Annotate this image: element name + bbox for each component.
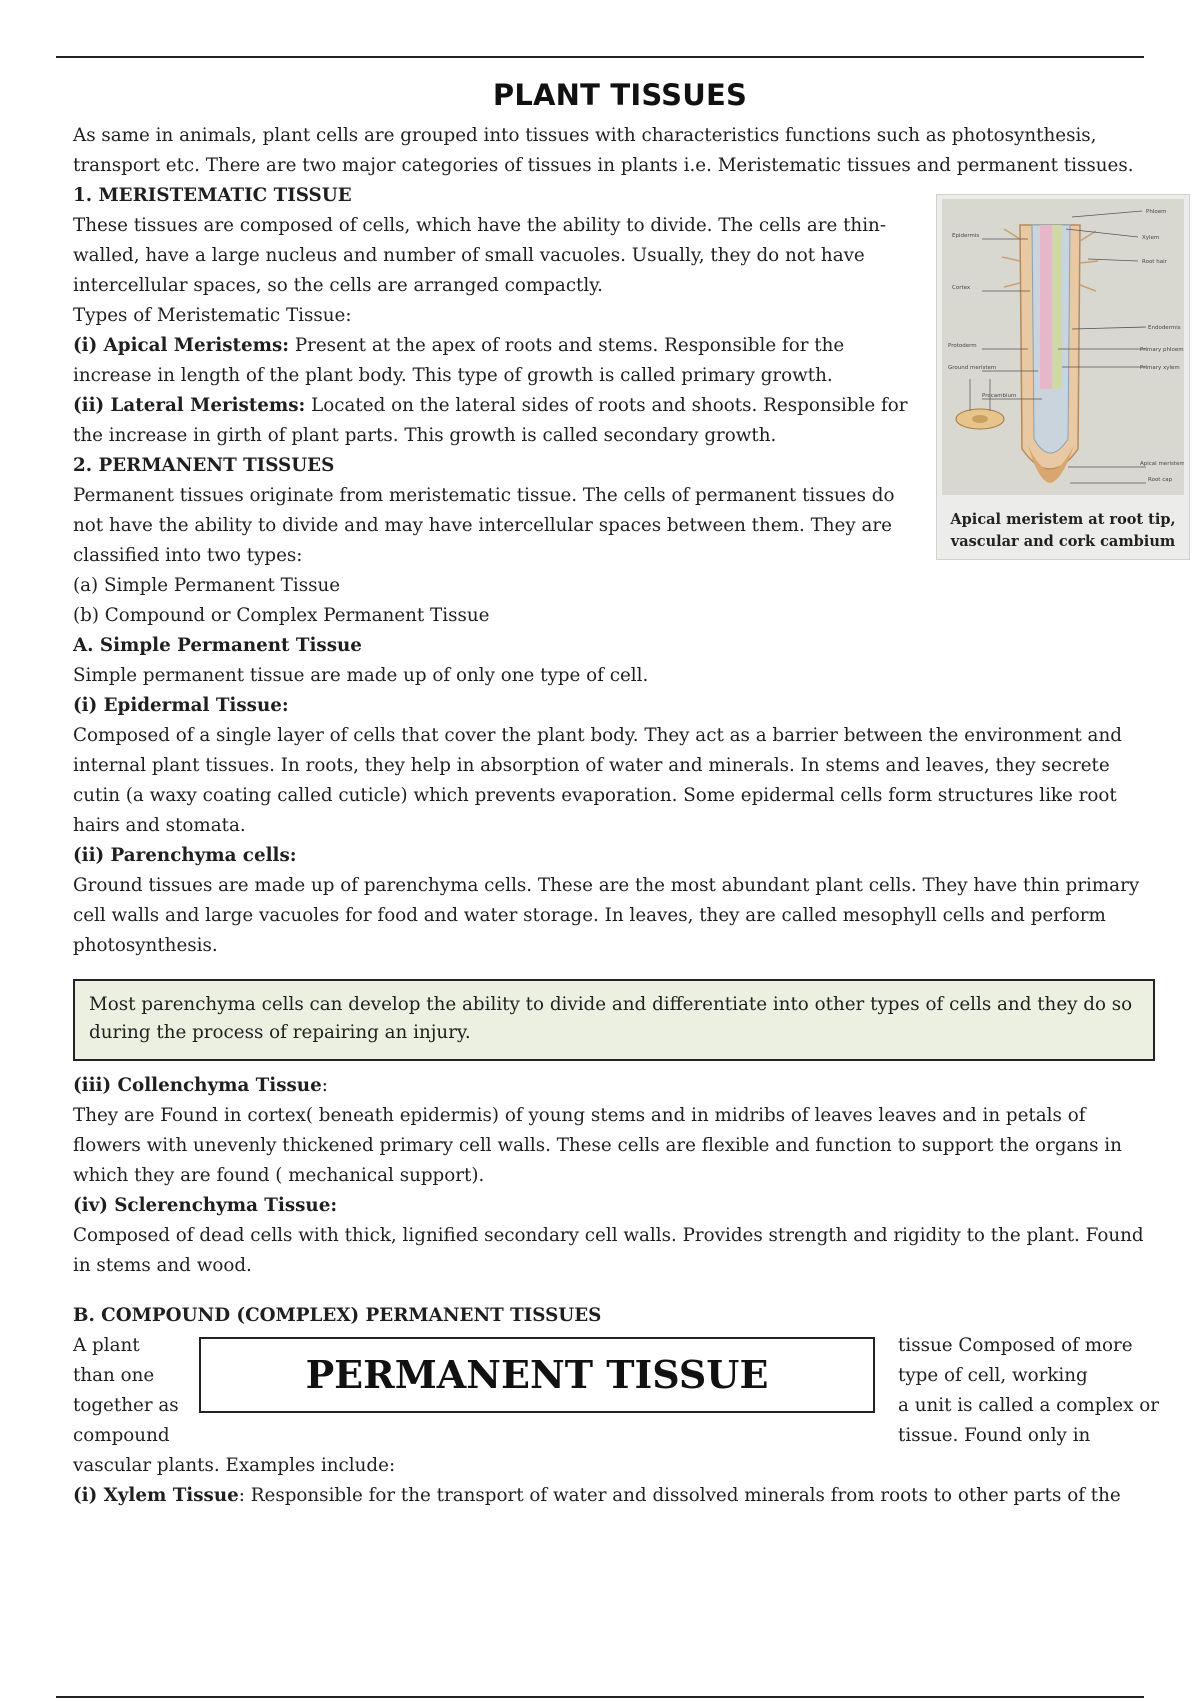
sclerenchyma-heading: (iv) Sclerenchyma Tissue: [73, 1195, 338, 1216]
epidermal-line: cutin (a waxy coating called cuticle) which prevents evaporation. Some epidermal cells form structures like root [73, 785, 1117, 806]
parenchyma-line: photosynthesis. [73, 935, 218, 956]
apical-meristems-label: (i) Apical Meristems: [73, 335, 290, 356]
permanent-line: classified into two types: [73, 545, 303, 566]
compound-after-line: vascular plants. Examples include: [73, 1455, 396, 1476]
permanent-line: Permanent tissues originate from meristematic tissue. The cells of permanent tissues do [73, 485, 895, 506]
compound-right-line: tissue Composed of more [898, 1335, 1133, 1356]
figure-label: Primary xylem [1140, 365, 1180, 371]
figure-label: Protoderm [948, 343, 977, 349]
parenchyma-heading: (ii) Parenchyma cells: [73, 845, 297, 866]
epidermal-line: internal plant tissues. In roots, they help in absorption of water and minerals. In stems and leaves, they secrete [73, 755, 1110, 776]
compound-heading: B. COMPOUND (COMPLEX) PERMANENT TISSUES [73, 1305, 602, 1326]
compound-right-line: type of cell, working [898, 1365, 1088, 1386]
permanent-heading: 2. PERMANENT TISSUES [73, 455, 335, 476]
compound-wrap-row [73, 1331, 1159, 1451]
permanent-tissue-box: PERMANENT TISSUE [199, 1337, 875, 1413]
permanent-type-item: (a) Simple Permanent Tissue [73, 575, 341, 596]
figure-caption [937, 509, 1189, 553]
simple-permanent-intro: Simple permanent tissue are made up of only one type of cell. [73, 665, 649, 686]
apical-meristems-text: Present at the apex of roots and stems. Responsible for the [289, 335, 845, 356]
parenchyma-note-box [73, 979, 1155, 1061]
sclerenchyma-line: in stems and wood. [73, 1255, 252, 1276]
meristematic-section [73, 181, 913, 631]
xylem-text: : Responsible for the transport of water and dissolved minerals from roots to other parts of the [238, 1485, 1121, 1506]
collenchyma-colon: : [321, 1075, 328, 1096]
permanent-line: not have the ability to divide and may have intercellular spaces between them. They are [73, 515, 892, 536]
parenchyma-line: Ground tissues are made up of parenchyma cells. These are the most abundant plant cells. They have thin primary [73, 875, 1140, 896]
apical-meristems-line: increase in length of the plant body. This type of growth is called primary growth. [73, 365, 833, 386]
collenchyma-line: which they are found ( mechanical support). [73, 1165, 485, 1186]
simple-permanent-heading: A. Simple Permanent Tissue [73, 635, 362, 656]
top-rule [56, 56, 1144, 58]
collenchyma-line: flowers with unevenly thickened primary cell walls. These cells are flexible and function to support the organs in [73, 1135, 1122, 1156]
collenchyma-heading-line [73, 1071, 1159, 1101]
figure-caption-line: Apical meristem at root tip, [950, 511, 1176, 528]
permanent-type-item: (b) Compound or Complex Permanent Tissue [73, 605, 490, 626]
xylem-line [73, 1481, 1159, 1511]
lateral-meristems-line: the increase in girth of plant parts. This growth is called secondary growth. [73, 425, 777, 446]
compound-right-line: a unit is called a complex or [898, 1395, 1159, 1416]
figure-label: Cortex [952, 285, 971, 291]
compound-left-line: than one [73, 1365, 155, 1386]
parenchyma-note-text: Most parenchyma cells can develop the ability to divide and differentiate into other types of cells and they do so during the process of repairing an injury. [89, 994, 1133, 1043]
root-phloem-band [1040, 225, 1052, 389]
epidermal-line: hairs and stomata. [73, 815, 246, 836]
figure-label: Phloem [1146, 209, 1167, 215]
collenchyma-heading: (iii) Collenchyma Tissue [73, 1075, 322, 1096]
figure-label: Primary phloem [1140, 347, 1184, 353]
meristematic-line: walled, have a large nucleus and number of small vacuoles. Usually, they do not have [73, 245, 865, 266]
cross-section-core [972, 415, 988, 423]
lateral-meristems-label: (ii) Lateral Meristems: [73, 395, 306, 416]
bottom-rule [56, 1696, 1144, 1698]
intro-text: As same in animals, plant cells are grouped into tissues with characteristics functions such as photosynthesis, transport etc. There are two major categories of tissues in plants i.e. Meristematic tissues and permanent tissues. [73, 125, 1134, 176]
figure-label: Apical meristem [1140, 461, 1184, 467]
meristematic-heading: 1. MERISTEMATIC TISSUE [73, 185, 352, 206]
apical-meristems-line [73, 331, 913, 361]
sclerenchyma-line: Composed of dead cells with thick, lignified secondary cell walls. Provides strength and rigidity to the plant. Found [73, 1225, 1144, 1246]
lateral-meristems-text: Located on the lateral sides of roots and shoots. Responsible for [305, 395, 908, 416]
compound-right-text [898, 1331, 1188, 1451]
compound-left-text [73, 1331, 183, 1451]
intro-paragraph [73, 121, 1159, 181]
meristematic-line: These tissues are composed of cells, which have the ability to divide. The cells are thin- [73, 215, 887, 236]
root-tip-figure [936, 194, 1190, 560]
compound-left-line: A plant [73, 1335, 140, 1356]
figure-label: Endodermis [1148, 325, 1181, 331]
compound-right-line: tissue. Found only in [898, 1425, 1091, 1446]
epidermal-line: Composed of a single layer of cells that cover the plant body. They act as a barrier between the environment and [73, 725, 1122, 746]
figure-label: Procambium [982, 393, 1017, 399]
figure-label: Root hair [1142, 259, 1167, 265]
root-xylem-band [1052, 225, 1062, 389]
compound-left-line: together as [73, 1395, 179, 1416]
figure-label: Xylem [1142, 235, 1160, 241]
root-tip-diagram [942, 199, 1184, 495]
collenchyma-line: They are Found in cortex( beneath epidermis) of young stems and in midribs of leaves leaves and in petals of [73, 1105, 1086, 1126]
figure-caption-line: vascular and cork cambium [950, 533, 1176, 550]
root-tip-photo [942, 199, 1184, 495]
xylem-label: (i) Xylem Tissue [73, 1485, 239, 1506]
epidermal-heading: (i) Epidermal Tissue: [73, 695, 289, 716]
page-title: PLANT TISSUES [492, 78, 748, 112]
meristematic-types-label: Types of Meristematic Tissue: [73, 305, 352, 326]
figure-label: Root cap [1148, 477, 1173, 483]
figure-label: Epidermis [952, 233, 980, 239]
meristematic-line: intercellular spaces, so the cells are arranged compactly. [73, 275, 603, 296]
figure-label: Ground meristem [948, 365, 997, 371]
section-gap [73, 1281, 1159, 1301]
parenchyma-line: cell walls and large vacuoles for food and water storage. In leaves, they are called mesophyll cells and perform [73, 905, 1106, 926]
lateral-meristems-line [73, 391, 913, 421]
compound-left-line: compound [73, 1425, 170, 1446]
